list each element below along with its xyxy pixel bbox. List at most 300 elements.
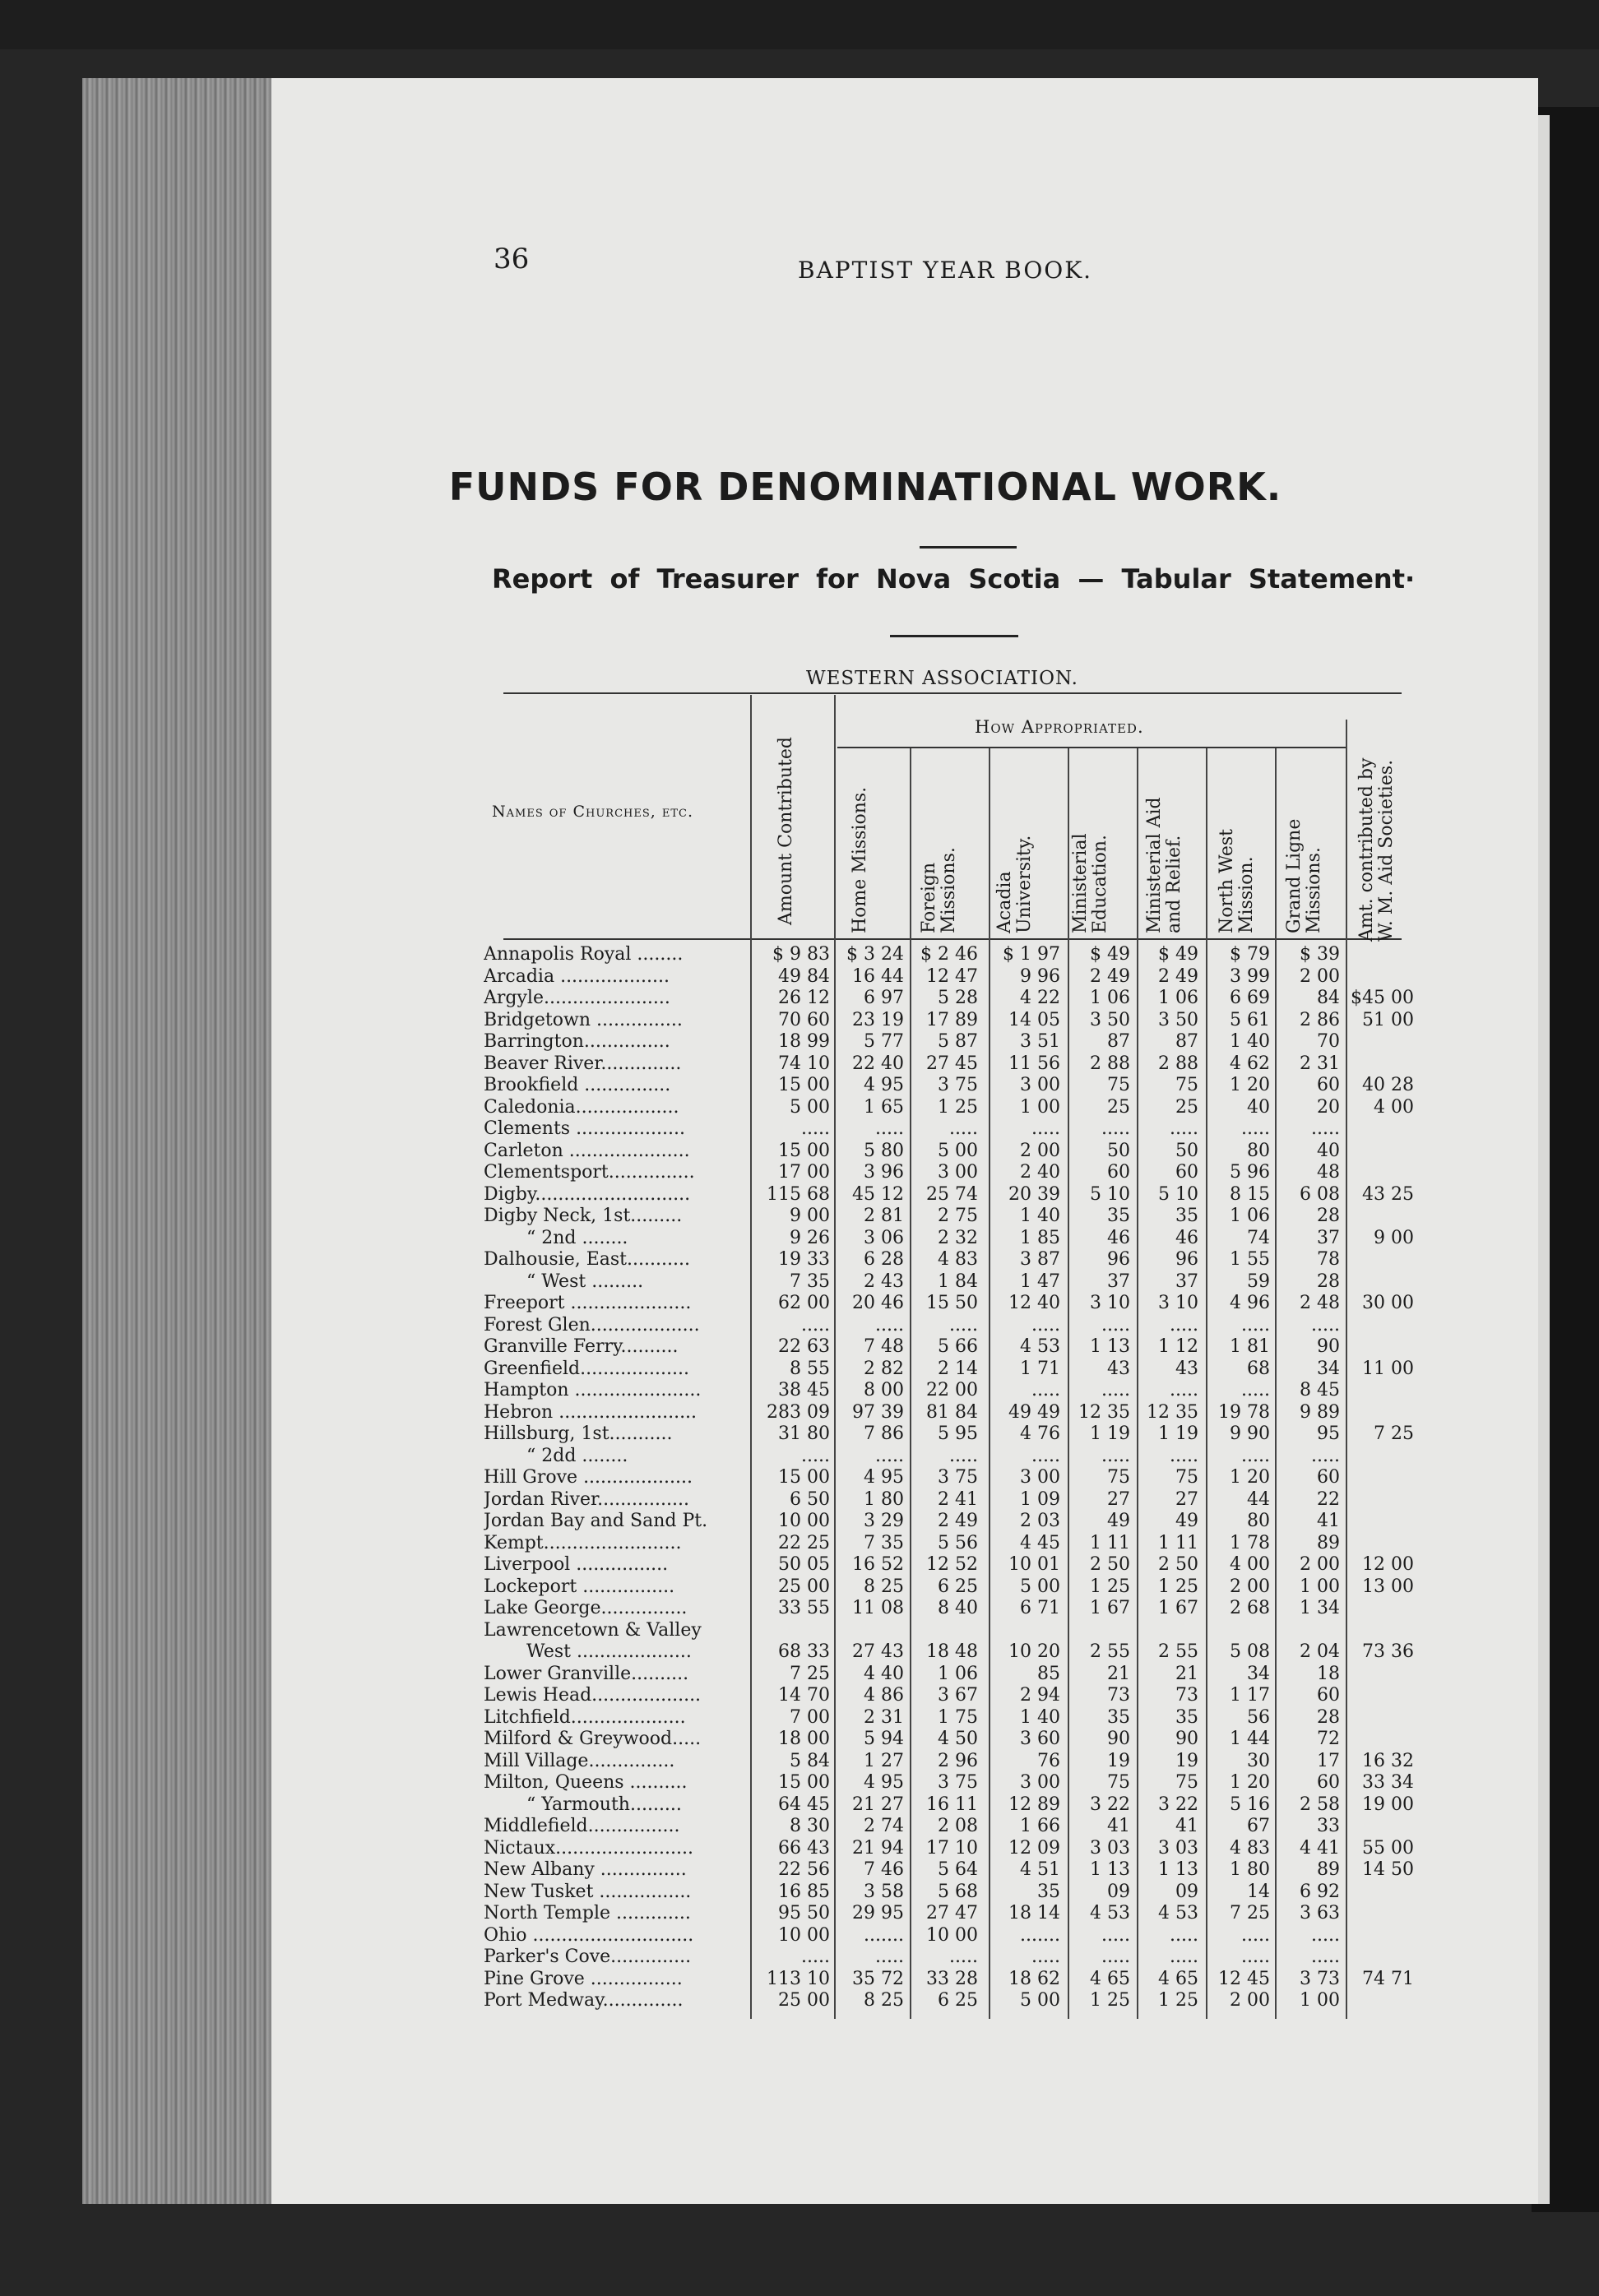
table-body — [0, 944, 1599, 2012]
table-cell: 5 00 — [1020, 1576, 1060, 1597]
table-row — [0, 988, 1599, 1010]
table-cell: 3 22 — [1090, 1794, 1130, 1815]
table-cell: 25 00 — [778, 1576, 830, 1597]
table-cell: 12 35 — [1147, 1401, 1198, 1423]
table-cell: 85 — [1037, 1663, 1060, 1684]
church-name: Lower Granville.......... — [484, 1663, 689, 1684]
table-cell: 50 — [1107, 1140, 1130, 1161]
table-cell: 1 81 — [1230, 1336, 1270, 1357]
table-cell: ..... — [1101, 1445, 1130, 1466]
table-cell: ..... — [1031, 1314, 1060, 1335]
table-cell: 14 — [1247, 1881, 1270, 1902]
table-cell: 3 87 — [1020, 1249, 1060, 1270]
table-cell: 12 89 — [1008, 1794, 1060, 1815]
table-cell: 2 50 — [1090, 1554, 1130, 1575]
table-cell: 73 — [1107, 1685, 1130, 1706]
church-name: “ 2dd ........ — [526, 1445, 628, 1466]
table-cell: 43 — [1107, 1358, 1130, 1379]
table-cell: 3 00 — [1020, 1075, 1060, 1095]
table-row — [0, 1903, 1599, 1925]
table-cell: 1 13 — [1090, 1336, 1130, 1357]
table-cell: 8 00 — [864, 1380, 904, 1400]
table-cell: 2 31 — [864, 1706, 904, 1728]
table-cell: 12 47 — [926, 965, 978, 987]
table-cell: 90 — [1317, 1336, 1340, 1357]
table-cell: 3 00 — [1020, 1467, 1060, 1488]
table-cell: 4 00 — [1230, 1554, 1270, 1575]
table-row — [0, 1990, 1599, 2012]
table-cell: 1 25 — [1158, 1990, 1198, 2011]
table-cell: 34 — [1247, 1663, 1270, 1684]
north-west-mission-header: North West Mission. — [1217, 829, 1257, 933]
table-cell: 1 55 — [1230, 1249, 1270, 1270]
table-cell: 28 — [1317, 1206, 1340, 1226]
table-cell: 17 — [1317, 1750, 1340, 1771]
table-cell: 10 00 — [778, 1924, 830, 1946]
table-cell: 56 — [1247, 1706, 1270, 1728]
table-row — [0, 1882, 1599, 1904]
table-row — [0, 1533, 1599, 1555]
table-cell: 4 65 — [1158, 1968, 1198, 1989]
table-cell: 1 85 — [1020, 1227, 1060, 1248]
table-cell: 3 10 — [1158, 1293, 1198, 1313]
table-cell: 3 00 — [1020, 1772, 1060, 1793]
table-cell: 2 49 — [1158, 965, 1198, 987]
table-cell: 8 30 — [790, 1816, 830, 1836]
table-row — [0, 1794, 1599, 1817]
table-cell: 18 14 — [1008, 1903, 1060, 1923]
table-cell: 15 00 — [778, 1467, 830, 1488]
table-cell: 29 95 — [852, 1903, 904, 1923]
table-cell: 2 58 — [1300, 1794, 1340, 1815]
table-row — [0, 1402, 1599, 1424]
table-cell: 80 — [1247, 1511, 1270, 1531]
table-cell: 75 — [1175, 1075, 1198, 1095]
church-name: Jordan Bay and Sand Pt. — [484, 1511, 708, 1531]
table-cell: 21 — [1107, 1663, 1130, 1684]
table-top-rule — [503, 692, 1402, 694]
table-row — [0, 1489, 1599, 1511]
table-cell: 16 52 — [852, 1554, 904, 1575]
table-cell: 70 60 — [778, 1009, 830, 1030]
table-cell: 2 04 — [1300, 1641, 1340, 1662]
church-name: Annapolis Royal ........ — [484, 944, 684, 965]
table-cell: 15 00 — [778, 1140, 830, 1161]
table-cell: 3 29 — [864, 1511, 904, 1531]
table-cell: 8 25 — [864, 1990, 904, 2011]
table-cell: ..... — [1241, 1314, 1270, 1335]
table-cell: 12 45 — [1218, 1968, 1270, 1989]
table-cell: 09 — [1107, 1881, 1130, 1902]
foreign-missions-header: Foreign Missions. — [919, 847, 959, 933]
table-cell: 22 00 — [926, 1380, 978, 1400]
church-name: Liverpool ................ — [484, 1554, 669, 1575]
table-cell: 5 16 — [1230, 1794, 1270, 1815]
scan-background — [0, 0, 1599, 49]
table-cell: 84 — [1317, 988, 1340, 1008]
table-cell: ....... — [1020, 1924, 1060, 1946]
table-cell: 9 26 — [790, 1227, 830, 1248]
table-cell: 1 65 — [864, 1096, 904, 1118]
how-appropriated-header: How Appropriated. — [975, 717, 1144, 737]
table-cell: 3 75 — [938, 1467, 978, 1488]
table-cell: 74 — [1247, 1227, 1270, 1248]
table-cell: 12 09 — [1008, 1837, 1060, 1859]
table-cell: 1 80 — [1230, 1859, 1270, 1880]
table-cell: ..... — [1031, 1947, 1060, 1967]
table-cell: 45 12 — [852, 1183, 904, 1205]
ministerial-aid-header: Ministerial Aid and Relief. — [1144, 797, 1184, 933]
table-cell: 38 45 — [778, 1380, 830, 1400]
table-cell: 7 35 — [864, 1532, 904, 1553]
table-cell: 14 70 — [778, 1685, 830, 1706]
group-rule — [837, 747, 1347, 748]
table-cell: 6 25 — [938, 1576, 978, 1597]
table-cell: ..... — [875, 1314, 904, 1335]
church-name: Mill Village............... — [484, 1750, 675, 1771]
table-cell: 5 10 — [1090, 1183, 1130, 1205]
table-row — [0, 1423, 1599, 1446]
table-cell: 22 40 — [852, 1053, 904, 1074]
table-row — [0, 1838, 1599, 1860]
table-cell: 72 — [1317, 1729, 1340, 1749]
table-cell: 46 — [1107, 1227, 1130, 1248]
table-cell: 1 06 — [1158, 988, 1198, 1008]
table-cell: 4 76 — [1020, 1423, 1060, 1444]
table-cell: 1 20 — [1230, 1075, 1270, 1095]
table-cell: 16 85 — [778, 1881, 830, 1902]
table-cell: 4 45 — [1020, 1532, 1060, 1553]
table-cell: 18 99 — [778, 1031, 830, 1052]
table-cell: 2 82 — [864, 1358, 904, 1379]
church-name: Port Medway.............. — [484, 1990, 684, 2011]
table-cell: 27 — [1107, 1488, 1130, 1510]
subtitle-rule — [890, 635, 1018, 637]
table-cell: 22 63 — [778, 1336, 830, 1357]
table-cell: 6 92 — [1300, 1881, 1340, 1902]
table-cell: 60 — [1317, 1685, 1340, 1706]
table-cell: ..... — [1170, 1118, 1198, 1139]
table-cell: 5 64 — [938, 1859, 978, 1880]
table-cell: 66 43 — [778, 1837, 830, 1859]
table-cell: 81 84 — [926, 1401, 978, 1423]
table-cell: 68 33 — [778, 1641, 830, 1662]
table-cell: ..... — [1311, 1314, 1340, 1335]
table-cell: 8 55 — [790, 1358, 830, 1379]
table-cell: 11 00 — [1362, 1358, 1414, 1379]
table-cell: 41 — [1107, 1816, 1130, 1836]
church-name: Clements ................... — [484, 1118, 685, 1139]
table-cell: 4 95 — [864, 1772, 904, 1793]
table-cell: 3 03 — [1158, 1837, 1198, 1859]
table-cell: 74 71 — [1362, 1968, 1414, 1989]
table-cell: 12 00 — [1362, 1554, 1414, 1575]
table-cell: 89 — [1317, 1859, 1340, 1880]
table-cell: 1 27 — [864, 1750, 904, 1771]
table-cell: ..... — [1101, 1924, 1130, 1946]
church-name: Carleton ..................... — [484, 1140, 690, 1161]
table-row — [0, 1053, 1599, 1076]
table-cell: 20 — [1317, 1096, 1340, 1118]
table-cell: 2 14 — [938, 1358, 978, 1379]
church-name: Hill Grove ................... — [484, 1467, 693, 1488]
table-cell: 4 41 — [1300, 1837, 1340, 1859]
table-cell: 6 71 — [1020, 1598, 1060, 1618]
table-cell: 10 00 — [778, 1511, 830, 1531]
table-cell: 5 80 — [864, 1140, 904, 1161]
table-cell: ..... — [1311, 1118, 1340, 1139]
table-cell: 40 — [1317, 1140, 1340, 1161]
table-cell: 4 50 — [938, 1729, 978, 1749]
table-cell: 4 86 — [864, 1685, 904, 1706]
table-cell: 1 44 — [1230, 1729, 1270, 1749]
table-cell: ..... — [801, 1314, 830, 1335]
report-subtitle: Report of Treasurer for Nova Scotia — Tabular Statement· — [492, 563, 1416, 595]
table-row — [0, 1118, 1599, 1141]
table-cell: ....... — [864, 1924, 904, 1946]
table-row — [0, 1359, 1599, 1381]
table-row — [0, 1554, 1599, 1576]
table-row — [0, 1729, 1599, 1751]
table-cell: 50 05 — [778, 1554, 830, 1575]
table-cell: 43 — [1175, 1358, 1198, 1379]
table-cell: 6 28 — [864, 1249, 904, 1270]
table-cell: 1 71 — [1020, 1358, 1060, 1379]
table-cell: 1 06 — [1230, 1206, 1270, 1226]
table-cell: 2 43 — [864, 1271, 904, 1292]
table-cell: 25 — [1175, 1096, 1198, 1118]
table-cell: 49 — [1107, 1511, 1130, 1531]
table-cell: 3 50 — [1090, 1009, 1130, 1030]
table-cell: 8 25 — [864, 1576, 904, 1597]
table-cell: 25 00 — [778, 1990, 830, 2011]
table-cell: 4 53 — [1020, 1336, 1060, 1357]
table-cell: 7 25 — [1374, 1423, 1414, 1444]
table-cell: 90 — [1175, 1729, 1198, 1749]
table-row — [0, 1576, 1599, 1599]
table-cell: 6 08 — [1300, 1183, 1340, 1205]
table-cell: 41 — [1175, 1816, 1198, 1836]
table-cell: 14 05 — [1008, 1009, 1060, 1030]
table-cell: 70 — [1317, 1031, 1340, 1052]
table-cell: $45 00 — [1351, 988, 1414, 1008]
table-cell: 2 48 — [1300, 1293, 1340, 1313]
table-cell: 3 63 — [1300, 1903, 1340, 1923]
table-cell: 5 95 — [938, 1423, 978, 1444]
table-cell: 97 39 — [852, 1401, 904, 1423]
table-cell: 5 00 — [1020, 1990, 1060, 2011]
table-cell: 27 45 — [926, 1053, 978, 1074]
table-cell: ..... — [1241, 1924, 1270, 1946]
table-cell: ..... — [1241, 1947, 1270, 1967]
table-cell: ..... — [949, 1118, 978, 1139]
table-cell: 1 40 — [1020, 1206, 1060, 1226]
table-cell: 5 94 — [864, 1729, 904, 1749]
table-row — [0, 1620, 1599, 1642]
church-name: Forest Glen................... — [484, 1314, 700, 1335]
table-cell: 25 74 — [926, 1183, 978, 1205]
church-name: “ Yarmouth......... — [526, 1794, 682, 1815]
table-cell: $ 2 46 — [920, 944, 978, 965]
table-cell: 3 03 — [1090, 1837, 1130, 1859]
table-cell: 1 20 — [1230, 1467, 1270, 1488]
table-cell: $ 39 — [1300, 944, 1340, 965]
table-cell: ..... — [1101, 1947, 1130, 1967]
table-cell: 2 00 — [1230, 1990, 1270, 2011]
table-cell: 2 74 — [864, 1816, 904, 1836]
table-row — [0, 1228, 1599, 1250]
table-cell: 22 56 — [778, 1859, 830, 1880]
table-cell: 40 28 — [1362, 1075, 1414, 1095]
church-name: Caledonia.................. — [484, 1096, 679, 1118]
table-cell: 5 68 — [938, 1881, 978, 1902]
table-cell: 8 15 — [1230, 1183, 1270, 1205]
table-cell: 1 40 — [1230, 1031, 1270, 1052]
table-row — [0, 944, 1599, 966]
church-name: “ West ......... — [526, 1271, 644, 1292]
table-cell: 35 — [1037, 1881, 1060, 1902]
table-cell: 2 00 — [1300, 1554, 1340, 1575]
church-name: Clementsport............... — [484, 1162, 695, 1183]
table-cell: 40 — [1247, 1096, 1270, 1118]
table-cell: 2 00 — [1230, 1576, 1270, 1597]
table-cell: 60 — [1317, 1467, 1340, 1488]
table-cell: 51 00 — [1362, 1009, 1414, 1030]
table-cell: 7 86 — [864, 1423, 904, 1444]
table-row — [0, 1664, 1599, 1686]
table-cell: ..... — [875, 1118, 904, 1139]
table-row — [0, 1315, 1599, 1337]
table-cell: 1 67 — [1158, 1598, 1198, 1618]
table-cell: 1 00 — [1020, 1096, 1060, 1118]
table-cell: 74 10 — [778, 1053, 830, 1074]
table-cell: ..... — [875, 1947, 904, 1967]
table-cell: 4 62 — [1230, 1053, 1270, 1074]
table-cell: ..... — [1170, 1445, 1198, 1466]
table-cell: 8 45 — [1300, 1380, 1340, 1400]
table-cell: 35 — [1107, 1206, 1130, 1226]
table-cell: 12 40 — [1008, 1293, 1060, 1313]
table-cell: 35 — [1175, 1706, 1198, 1728]
church-name: Nictaux........................ — [484, 1837, 693, 1859]
table-cell: 1 06 — [1090, 988, 1130, 1008]
church-name: Middlefield................ — [484, 1816, 680, 1836]
church-name: Greenfield................... — [484, 1358, 689, 1379]
table-cell: 9 90 — [1230, 1423, 1270, 1444]
table-cell: 1 75 — [938, 1706, 978, 1728]
table-cell: 7 25 — [790, 1663, 830, 1684]
table-cell: 7 46 — [864, 1859, 904, 1880]
table-cell: 4 53 — [1158, 1903, 1198, 1923]
table-cell: 75 — [1107, 1467, 1130, 1488]
table-row — [0, 1380, 1599, 1402]
table-cell: 1 25 — [1090, 1576, 1130, 1597]
table-cell: 64 45 — [778, 1794, 830, 1815]
church-name: Hebron ........................ — [484, 1401, 698, 1423]
table-cell: 33 — [1317, 1816, 1340, 1836]
table-cell: 87 — [1175, 1031, 1198, 1052]
table-row — [0, 1511, 1599, 1533]
church-name: Barrington............... — [484, 1031, 670, 1052]
home-missions-header: Home Missions. — [850, 786, 870, 933]
ministerial-education-header: Ministerial Education. — [1070, 833, 1110, 933]
table-cell: 2 94 — [1020, 1685, 1060, 1706]
table-cell: 1 25 — [938, 1096, 978, 1118]
table-row — [0, 1947, 1599, 1969]
table-row — [0, 1859, 1599, 1882]
table-cell: 14 50 — [1362, 1859, 1414, 1880]
table-cell: 1 13 — [1090, 1859, 1130, 1880]
table-cell: 60 — [1317, 1772, 1340, 1793]
table-cell: ..... — [1311, 1445, 1340, 1466]
amount-column-header: Amount Contributed — [776, 736, 796, 925]
table-cell: ..... — [801, 1445, 830, 1466]
table-cell: 3 73 — [1300, 1968, 1340, 1989]
table-cell: 11 08 — [852, 1598, 904, 1618]
table-cell: 17 10 — [926, 1837, 978, 1859]
table-cell: 37 — [1317, 1227, 1340, 1248]
table-cell: 75 — [1107, 1772, 1130, 1793]
table-cell: 1 67 — [1090, 1598, 1130, 1618]
table-cell: 73 — [1175, 1685, 1198, 1706]
table-cell: $ 49 — [1158, 944, 1198, 965]
table-cell: 16 32 — [1362, 1750, 1414, 1771]
table-cell: 1 78 — [1230, 1532, 1270, 1553]
table-cell: 2 41 — [938, 1488, 978, 1510]
table-cell: 10 01 — [1008, 1554, 1060, 1575]
table-cell: 2 00 — [1300, 965, 1340, 987]
table-cell: 49 49 — [1008, 1401, 1060, 1423]
table-cell: 1 00 — [1300, 1990, 1340, 2011]
table-row — [0, 1075, 1599, 1097]
church-name: Milford & Greywood..... — [484, 1729, 702, 1749]
table-cell: 37 — [1175, 1271, 1198, 1292]
title-rule — [920, 546, 1017, 549]
table-cell: 2 00 — [1020, 1140, 1060, 1161]
table-cell: 12 35 — [1078, 1401, 1130, 1423]
table-cell: 3 10 — [1090, 1293, 1130, 1313]
page-title: FUNDS FOR DENOMINATIONAL WORK. — [448, 465, 1282, 509]
table-cell: 12 52 — [926, 1554, 978, 1575]
table-cell: 67 — [1247, 1816, 1270, 1836]
table-cell: 27 — [1175, 1488, 1198, 1510]
table-cell: 1 13 — [1158, 1859, 1198, 1880]
church-name: “ 2nd ........ — [526, 1227, 628, 1248]
church-name: Litchfield.................... — [484, 1706, 686, 1728]
table-cell: 3 67 — [938, 1685, 978, 1706]
table-cell: 4 51 — [1020, 1859, 1060, 1880]
table-cell: 1 20 — [1230, 1772, 1270, 1793]
table-cell: 1 47 — [1020, 1271, 1060, 1292]
church-name: Arcadia ................... — [484, 965, 670, 987]
table-head-rule — [503, 938, 1402, 940]
table-cell: 2 31 — [1300, 1053, 1340, 1074]
table-cell: 4 95 — [864, 1467, 904, 1488]
table-cell: 27 43 — [852, 1641, 904, 1662]
table-cell: 115 68 — [767, 1183, 830, 1205]
table-cell: ..... — [1101, 1314, 1130, 1335]
table-row — [0, 1969, 1599, 1991]
table-cell: 1 19 — [1158, 1423, 1198, 1444]
grand-ligne-header: Grand Ligne Missions. — [1284, 818, 1324, 933]
acadia-university-header: Acadia University. — [994, 835, 1035, 933]
table-row — [0, 1707, 1599, 1729]
table-cell: 50 — [1175, 1140, 1198, 1161]
table-cell: 3 99 — [1230, 965, 1270, 987]
table-cell: 55 00 — [1362, 1837, 1414, 1859]
church-name: Lewis Head................... — [484, 1685, 702, 1706]
table-cell: 18 62 — [1008, 1968, 1060, 1989]
